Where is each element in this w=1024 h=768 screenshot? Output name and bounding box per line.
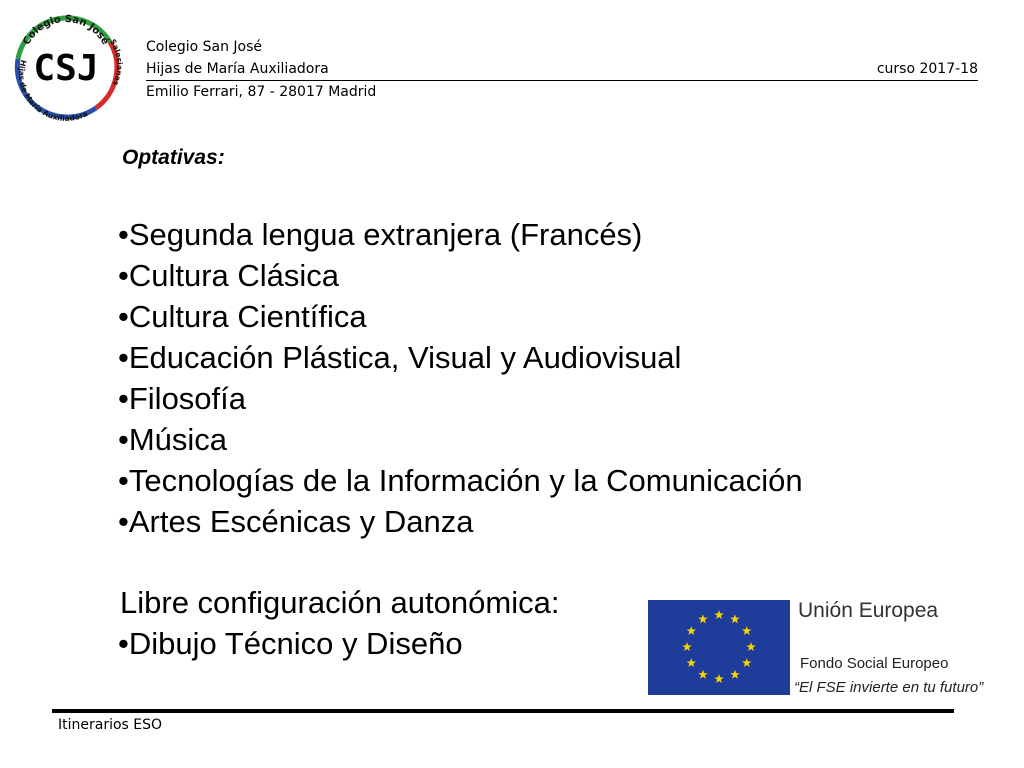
course-label: curso 2017-18 <box>876 61 978 77</box>
logo-ring-right-text: Salesianas <box>108 37 125 87</box>
school-order: Hijas de María Auxiliadora <box>146 61 329 77</box>
eu-name: Unión Europea <box>798 599 939 622</box>
list-item: •Tecnologías de la Información y la Comunicación <box>118 463 803 498</box>
list-item: •Filosofía <box>118 381 247 416</box>
libre-configuracion-title: Libre configuración autonómica: <box>120 585 560 620</box>
list-item: •Educación Plástica, Visual y Audiovisual <box>118 340 682 375</box>
list-item: •Segunda lengua extranjera (Francés) <box>118 217 643 252</box>
optativas-list <box>118 214 803 542</box>
optativas-title: Optativas: <box>122 146 225 169</box>
list-item: •Cultura Clásica <box>118 258 340 293</box>
header-order-row <box>146 58 978 81</box>
document-header <box>146 36 978 103</box>
logo-ring-top-text: Colegio San José <box>21 13 111 47</box>
list-item: •Dibujo Técnico y Diseño <box>118 626 463 661</box>
footer-divider <box>52 709 954 713</box>
school-logo <box>6 4 126 126</box>
eu-flag-icon <box>648 600 790 695</box>
eu-fund-name: Fondo Social Europeo <box>800 655 949 672</box>
list-item: •Música <box>118 422 228 457</box>
school-name: Colegio San José <box>146 39 263 55</box>
school-address: Emilio Ferrari, 87 - 28017 Madrid <box>146 84 377 100</box>
footer-label: Itinerarios ESO <box>58 717 163 733</box>
libre-configuracion-list <box>118 623 463 664</box>
list-item: •Artes Escénicas y Danza <box>118 504 474 539</box>
logo-initials: CSJ <box>33 48 99 89</box>
eu-motto: “El FSE invierte en tu futuro” <box>794 679 984 696</box>
logo-ring-left-text: Hijas de María Auxiliadora <box>17 59 90 123</box>
list-item: •Cultura Científica <box>118 299 367 334</box>
